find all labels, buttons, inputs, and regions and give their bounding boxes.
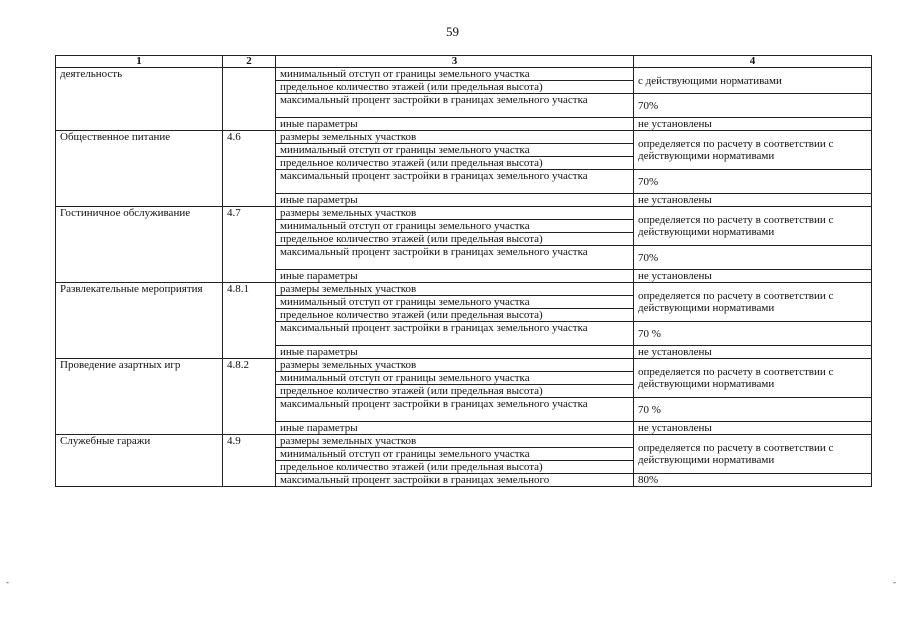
parameter-value: определяется по расчету в соответствии с действующими нормативами — [634, 207, 872, 246]
left-margin-mark: - — [6, 577, 9, 587]
parameter-name: предельное количество этажей (или предельная высота) — [276, 309, 634, 322]
parameter-value: определяется по расчету в соответствии с действующими нормативами — [634, 131, 872, 170]
parameter-value: определяется по расчету в соответствии с действующими нормативами — [634, 359, 872, 398]
parameter-name: размеры земельных участков — [276, 131, 634, 144]
parameter-value: 70 % — [634, 322, 872, 346]
parameter-value: не установлены — [634, 422, 872, 435]
use-type-code: 4.8.1 — [223, 283, 276, 359]
parameter-value: определяется по расчету в соответствии с действующими нормативами — [634, 435, 872, 474]
parameter-name: максимальный процент застройки в границах земельного участка — [276, 170, 634, 194]
use-type-name: Развлекательные мероприятия — [56, 283, 223, 359]
table-row — [56, 68, 872, 81]
use-type-name: Служебные гаражи — [56, 435, 223, 487]
parameter-name: иные параметры — [276, 422, 634, 435]
parameter-value: 70% — [634, 246, 872, 270]
parameter-name: иные параметры — [276, 194, 634, 207]
parameter-value: не установлены — [634, 346, 872, 359]
parameter-name: предельное количество этажей (или предельная высота) — [276, 233, 634, 246]
parameter-name: иные параметры — [276, 346, 634, 359]
parameter-value: 70 % — [634, 398, 872, 422]
parameter-name: максимальный процент застройки в границах земельного участка — [276, 94, 634, 118]
use-type-code: 4.8.2 — [223, 359, 276, 435]
parameter-name: максимальный процент застройки в границах земельного участка — [276, 246, 634, 270]
parameter-value: не установлены — [634, 118, 872, 131]
parameter-value: 70% — [634, 170, 872, 194]
parameter-name: минимальный отступ от границы земельного участка — [276, 296, 634, 309]
table-row — [56, 207, 872, 220]
column-header-4: 4 — [634, 56, 872, 68]
parameter-name: иные параметры — [276, 270, 634, 283]
parameter-name: минимальный отступ от границы земельного участка — [276, 68, 634, 81]
parameter-value: не установлены — [634, 270, 872, 283]
column-header-2: 2 — [223, 56, 276, 68]
table-row — [56, 283, 872, 296]
parameter-name: размеры земельных участков — [276, 283, 634, 296]
use-type-name: деятельность — [56, 68, 223, 131]
land-parameters-table — [55, 55, 872, 487]
parameter-value: 70% — [634, 94, 872, 118]
use-type-code: 4.7 — [223, 207, 276, 283]
parameter-name: размеры земельных участков — [276, 435, 634, 448]
parameter-name: максимальный процент застройки в границах земельного участка — [276, 398, 634, 422]
parameter-name: размеры земельных участков — [276, 359, 634, 372]
parameter-name: предельное количество этажей (или предельная высота) — [276, 461, 634, 474]
table-row — [56, 131, 872, 144]
parameter-name: максимальный процент застройки в границах земельного участка — [276, 322, 634, 346]
parameter-value: с действующими нормативами — [634, 68, 872, 94]
parameter-name: предельное количество этажей (или предельная высота) — [276, 385, 634, 398]
use-type-code: 4.9 — [223, 435, 276, 487]
column-header-3: 3 — [276, 56, 634, 68]
table-row — [56, 359, 872, 372]
parameter-name: размеры земельных участков — [276, 207, 634, 220]
parameter-value: не установлены — [634, 194, 872, 207]
table-header-row — [56, 56, 872, 68]
parameter-value: определяется по расчету в соответствии с действующими нормативами — [634, 283, 872, 322]
right-margin-mark: - — [893, 577, 896, 587]
parameter-name: минимальный отступ от границы земельного участка — [276, 144, 634, 157]
parameter-name: иные параметры — [276, 118, 634, 131]
parameter-name: минимальный отступ от границы земельного участка — [276, 372, 634, 385]
use-type-name: Общественное питание — [56, 131, 223, 207]
parameter-name: предельное количество этажей (или предельная высота) — [276, 157, 634, 170]
parameter-name: предельное количество этажей (или предельная высота) — [276, 81, 634, 94]
use-type-code — [223, 68, 276, 131]
use-type-name: Проведение азартных игр — [56, 359, 223, 435]
use-type-name: Гостиничное обслуживание — [56, 207, 223, 283]
parameter-name: максимальный процент застройки в границах земельного — [276, 474, 634, 487]
table-body — [56, 68, 872, 487]
page-number: 59 — [446, 24, 459, 39]
column-header-1: 1 — [56, 56, 223, 68]
use-type-code: 4.6 — [223, 131, 276, 207]
parameter-value: 80% — [634, 474, 872, 487]
parameter-name: минимальный отступ от границы земельного участка — [276, 448, 634, 461]
parameter-name: минимальный отступ от границы земельного участка — [276, 220, 634, 233]
table-row — [56, 435, 872, 448]
